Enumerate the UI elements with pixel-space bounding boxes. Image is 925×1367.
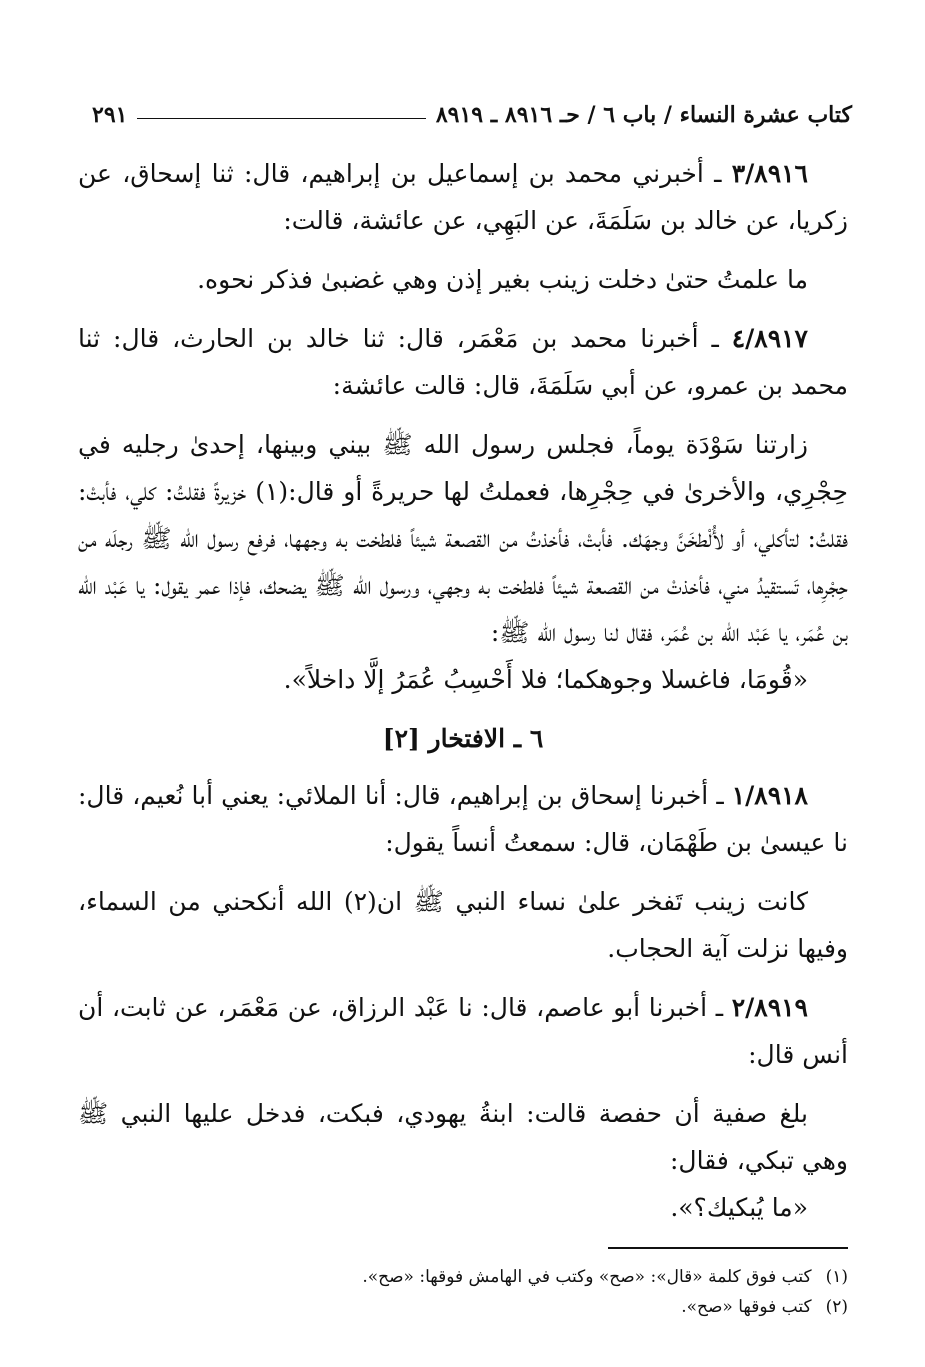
hadith-8916-isnad <box>78 150 848 244</box>
footnote-rule <box>608 1247 848 1249</box>
hadith-number: ١/٨٩١٨ <box>731 781 808 810</box>
hadith-8917-isnad <box>78 315 848 409</box>
hadith-8918-isnad <box>78 772 848 866</box>
footnote-marker: (١) <box>825 1267 848 1287</box>
hadith-8919-matn: بلغ صفية أن حفصة قالت: ابنةُ يهودي، فبكت، فدخل عليها النبي ﷺ وهي تبكي، فقال: <box>78 1099 848 1175</box>
hadith-8917-quote: «قُومَا، فاغسلا وجوهكما؛ فلا أَحْسِبُ عُمَرُ إلَّا داخلاً». <box>283 665 808 694</box>
running-title: كتاب عشرة النساء / باب ٦ / حـ ٨٩١٦ ـ ٨٩١٩ <box>435 102 852 128</box>
section-heading: ٦ ـ الافتخار [٢] <box>382 724 544 753</box>
footnotes <box>78 1262 848 1322</box>
footnote-text: كتب فوق كلمة «قال»: «صح» وكتب في الهامش فوقها: «صح». <box>362 1267 812 1287</box>
hadith-number: ٣/٨٩١٦ <box>731 159 808 188</box>
isnad-text: ـ أخبرنا إسحاق بن إبراهيم، قال: أنا الملائي: يعني أبا نُعيم، قال: نا عيسىٰ بن طَهْمَان، قال: سمعتُ أنساً يقول: <box>78 781 848 857</box>
hadith-8919-isnad <box>78 984 848 1078</box>
isnad-text: ـ أخبرني محمد بن إسماعيل بن إبراهيم، قال: ثنا إسحاق، عن زكريا، عن خالد بن سَلَمَةَ، عن البَهِي، عن عائشة، قالت: <box>78 159 848 235</box>
hadith-number: ٤/٨٩١٧ <box>731 324 808 353</box>
footnote-1 <box>78 1262 848 1292</box>
hadith-8916-matn: ما علمتُ حتىٰ دخلت زينب بغير إذن وهي غضبىٰ فذكر نحوه. <box>197 265 808 294</box>
running-header <box>92 88 852 128</box>
header-rule <box>137 118 425 119</box>
isnad-text: ـ أخبرنا محمد بن مَعْمَر، قال: ثنا خالد بن الحارث، قال: ثنا محمد بن عمرو، عن أبي سَلَمَةَ، قال: قالت عائشة: <box>78 324 848 400</box>
footnote-text: كتب فوقها «صح». <box>681 1297 812 1317</box>
hadith-8917-matn: زارتنا سَوْدَة يوماً، فجلس رسول الله ﷺ بيني وبينها، إحدىٰ رجليه في حِجْرِي، والأخرىٰ في حِجْرِها، فعملتُ لها حريرةً أو قال:(١) خزيرةً فقلتُ: كلي، فأبتْ: فقلتُ: لتأكلي، أو لأُلْطخَنَّ وجهَك. فأبتْ، فأخذتُ من القصعة شيئاً فلطخت به وجهها، فرفع رسول الله ﷺ رجلَه من حِجْرِها، تَستقيدُ مني، فأخذتْ من القصعة شيئاً فلطخت به وجهي، ورسول الله ﷺ يضحك، فإذا عمر يقول: يا عَبْد الله بن عُمَر، يا عَبْد الله بن عُمَر، فقال لنا رسول الله ﷺ: <box>78 430 848 647</box>
page-number: ٢٩١ <box>92 102 128 128</box>
hadith-number: ٢/٨٩١٩ <box>731 993 808 1022</box>
footnote-2 <box>78 1292 848 1322</box>
hadith-8919-quote: «ما يُبكيك؟». <box>670 1193 808 1222</box>
footnote-marker: (٢) <box>825 1297 848 1317</box>
hadith-8918-matn: كانت زينب تَفخر علىٰ نساء النبي ﷺ ان(٢) الله أنكحني من السماء، وفيها نزلت آية الحجاب. <box>78 887 848 963</box>
isnad-text: ـ أخبرنا أبو عاصم، قال: نا عَبْد الرزاق، عن مَعْمَر، عن ثابت، أن أنس قال: <box>78 993 848 1069</box>
page-body <box>78 150 848 1243</box>
